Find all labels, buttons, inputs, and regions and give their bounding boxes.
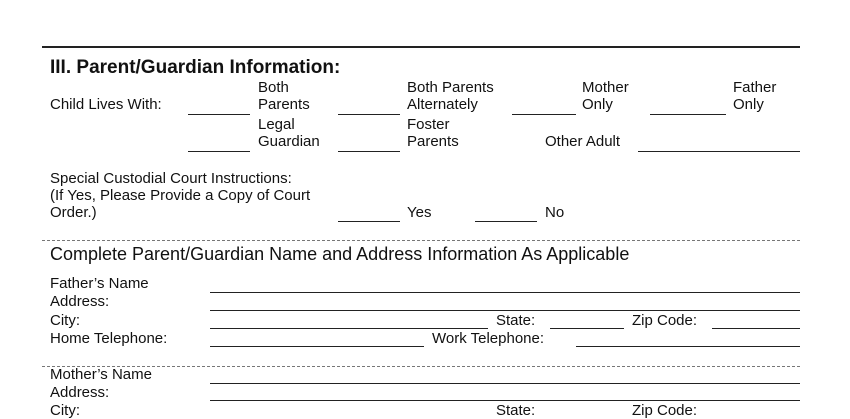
dashed-separator-1 — [42, 240, 800, 241]
father-address-label: Address: — [50, 293, 110, 310]
father-only-blank[interactable] — [650, 98, 726, 115]
father-city-label: City: — [50, 312, 80, 329]
both-parents-label-2: Parents — [258, 96, 310, 113]
father-state-label: State: — [496, 312, 536, 329]
alternately-blank[interactable] — [338, 98, 400, 115]
mother-name-field[interactable] — [210, 383, 800, 384]
dashed-separator-2 — [42, 366, 800, 367]
mother-address-label: Address: — [50, 384, 110, 401]
mother-address-field[interactable] — [210, 400, 800, 401]
lives-with-label: Child Lives With: — [50, 96, 162, 113]
alternately-label-1: Both Parents — [407, 79, 494, 96]
custodial-yes-label: Yes — [407, 204, 432, 221]
father-name-label: Father’s Name — [50, 275, 149, 292]
custodial-line-1: Special Custodial Court Instructions: — [50, 170, 292, 187]
mother-only-label-1: Mother — [582, 79, 629, 96]
custodial-no-blank[interactable] — [475, 205, 537, 222]
custodial-line-2: (If Yes, Please Provide a Copy of Court — [50, 187, 311, 204]
father-zip-label: Zip Code: — [632, 312, 698, 329]
mother-name-label: Mother’s Name — [50, 366, 152, 383]
other-adult-blank[interactable] — [638, 135, 800, 152]
foster-parents-label-1: Foster — [407, 116, 450, 133]
both-parents-label-1: Both — [258, 79, 289, 96]
legal-guardian-label-1: Legal — [258, 116, 295, 133]
foster-parents-blank[interactable] — [338, 135, 400, 152]
father-work-tel-label: Work Telephone: — [432, 330, 545, 347]
alternately-label-2: Alternately — [407, 96, 478, 113]
father-home-tel-field[interactable] — [210, 346, 424, 347]
mother-zip-label: Zip Code: — [632, 402, 698, 419]
legal-guardian-label-2: Guardian — [258, 133, 320, 150]
mother-only-label-2: Only — [582, 96, 613, 113]
mother-city-label: City: — [50, 402, 80, 419]
father-zip-field[interactable] — [712, 328, 800, 329]
custodial-line-3: Order.) — [50, 204, 97, 221]
father-state-field[interactable] — [550, 328, 624, 329]
foster-parents-label-2: Parents — [407, 133, 459, 150]
father-name-field[interactable] — [210, 292, 800, 293]
top-rule — [42, 46, 800, 48]
father-city-field[interactable] — [210, 328, 488, 329]
father-only-label-1: Father — [733, 79, 777, 96]
father-home-tel-label: Home Telephone: — [50, 330, 168, 347]
father-address-field[interactable] — [210, 310, 800, 311]
custodial-yes-blank[interactable] — [338, 205, 400, 222]
father-work-tel-field[interactable] — [576, 346, 800, 347]
section-title: III. Parent/Guardian Information: — [50, 57, 341, 78]
legal-guardian-blank[interactable] — [188, 135, 250, 152]
mother-state-label: State: — [496, 402, 536, 419]
both-parents-blank[interactable] — [188, 98, 250, 115]
other-adult-label: Other Adult — [545, 133, 621, 150]
father-only-label-2: Only — [733, 96, 764, 113]
names-section-title: Complete Parent/Guardian Name and Address Information As Applicable — [50, 244, 630, 264]
mother-only-blank[interactable] — [512, 98, 576, 115]
custodial-no-label: No — [545, 204, 565, 221]
